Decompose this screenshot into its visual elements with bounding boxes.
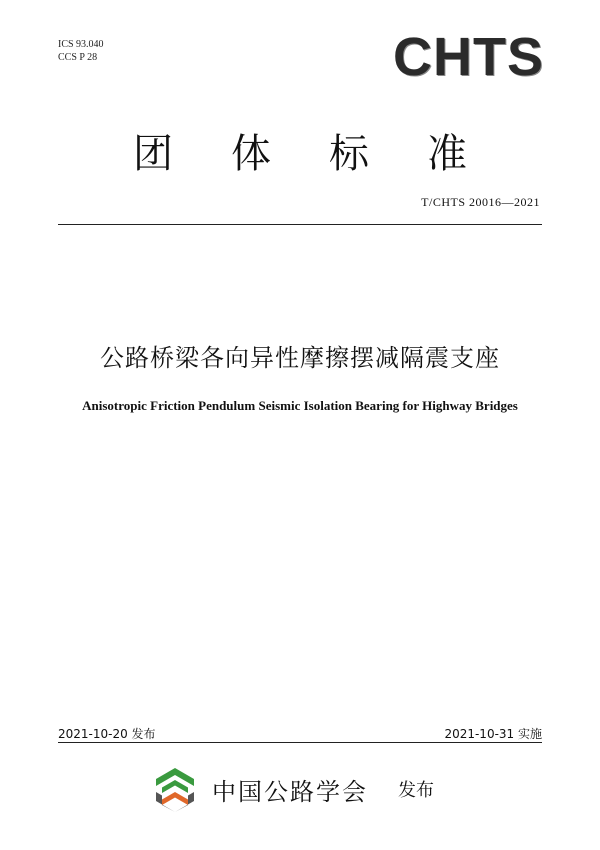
document-title-english: Anisotropic Friction Pendulum Seismic Isolation Bearing for Highway Bridges bbox=[82, 398, 518, 413]
implementation-date: 2021-10-31 实施 bbox=[444, 727, 542, 741]
classification-codes bbox=[58, 38, 104, 64]
china-highway-society-logo-icon bbox=[152, 766, 198, 812]
chts-brand-logo: CHTS bbox=[393, 27, 544, 87]
bottom-divider bbox=[58, 742, 542, 743]
publisher-action: 发布 bbox=[398, 780, 434, 801]
issue-date: 2021-10-20 发布 bbox=[58, 727, 156, 741]
standard-number: T/CHTS 20016—2021 bbox=[421, 195, 540, 209]
kind-char: 团 bbox=[133, 131, 173, 177]
top-divider bbox=[58, 224, 542, 225]
publisher-block bbox=[152, 765, 434, 813]
standard-kind-heading bbox=[0, 122, 600, 179]
publisher-name: 中国公路学会 bbox=[212, 777, 368, 806]
ics-code: ICS 93.040 bbox=[58, 39, 104, 50]
document-title-chinese: 公路桥梁各向异性摩擦摆减隔震支座 bbox=[100, 344, 500, 372]
kind-char: 标 bbox=[329, 131, 369, 177]
ccs-code: CCS P 28 bbox=[58, 52, 98, 63]
kind-char: 体 bbox=[231, 131, 271, 177]
kind-char: 准 bbox=[427, 131, 467, 177]
